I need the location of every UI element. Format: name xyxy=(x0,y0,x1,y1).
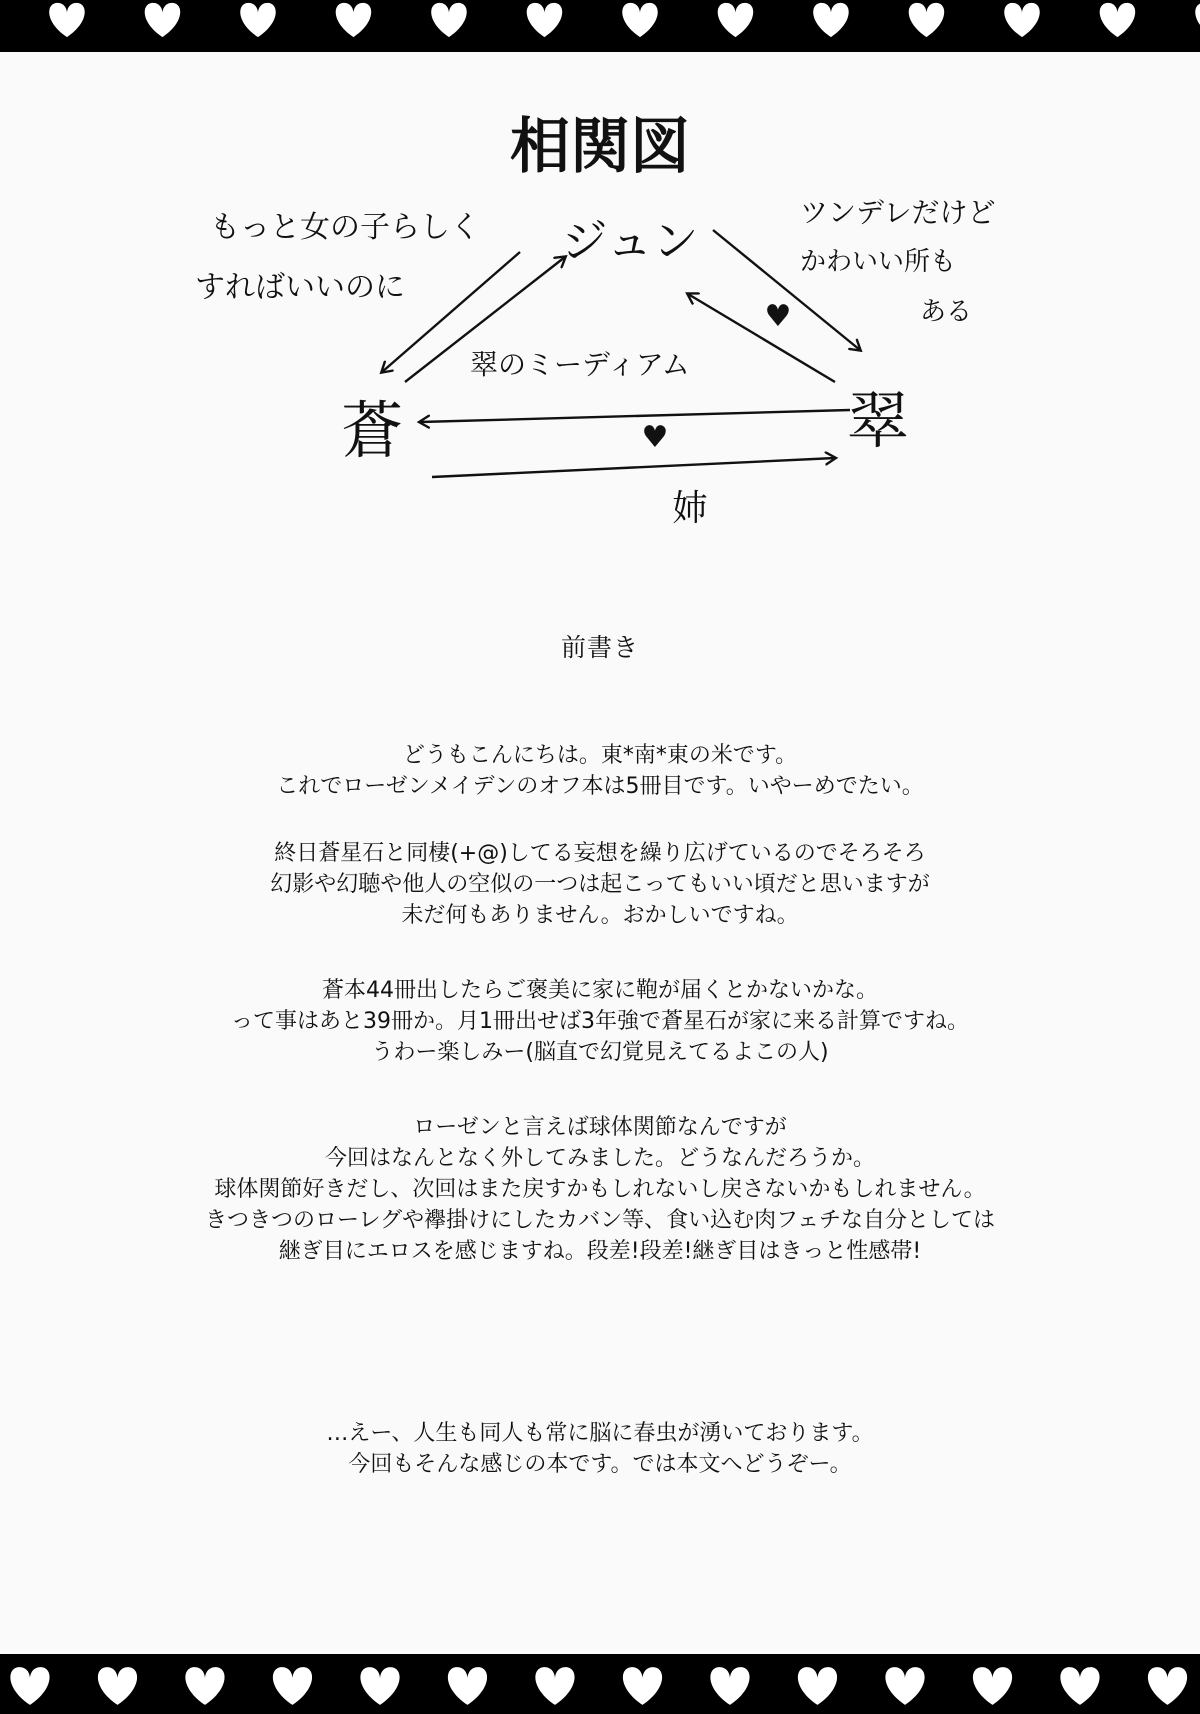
heart-icon xyxy=(49,3,84,37)
heart-icon: ♥ xyxy=(764,299,792,334)
label-left-top-line1: もっと女の子らしく xyxy=(210,210,480,245)
heart-icon xyxy=(240,3,275,37)
paragraph-line: 球体関節好きだし、次回はまた戻すかもしれないし戻さないかもしれません。 xyxy=(214,1177,986,1202)
heart-icon xyxy=(448,1667,487,1705)
node-sui: 翠 xyxy=(846,384,910,457)
heart-icon xyxy=(1060,1667,1099,1705)
label-sister: 姉 xyxy=(671,488,709,529)
heart-icon xyxy=(535,1667,574,1705)
label-medium: 翠のミーディアム xyxy=(470,348,690,381)
paragraph-line: 終日蒼星石と同棲(+@)してる妄想を繰り広げているのでそろそろ xyxy=(274,841,926,866)
paragraph-line: 幻影や幻聴や他人の空似の一つは起こってもいい頃だと思いますが xyxy=(270,872,930,897)
arrow-sui-to-jun xyxy=(688,294,835,382)
paragraph-line: 未だ何もありません。おかしいですね。 xyxy=(401,903,799,928)
paragraph-line: ローゼンと言えば球体関節なんですが xyxy=(413,1115,787,1140)
paragraph-line: 蒼本44冊出したらご褒美に家に鞄が届くとかないかな。 xyxy=(322,978,878,1003)
heart-icon xyxy=(973,1667,1012,1705)
heart-icon xyxy=(1195,3,1200,37)
heart-icon xyxy=(431,3,466,37)
heart-icon xyxy=(710,1667,749,1705)
paragraph-line: これでローゼンメイデンのオフ本は5冊目です。いやーめでたい。 xyxy=(276,774,924,799)
foreword-paragraph xyxy=(0,838,1200,931)
paragraph-line: …えー、人生も同人も常に脳に春虫が湧いております。 xyxy=(326,1421,874,1446)
heart-icon xyxy=(1148,1667,1187,1705)
foreword-paragraph xyxy=(0,975,1200,1068)
foreword-title: 前書き xyxy=(560,633,639,662)
arrow-sui-to-sou xyxy=(420,410,850,422)
heart-icon xyxy=(909,3,944,37)
paragraph-line: きつきつのローレグや襷掛けにしたカバン等、食い込む肉フェチな自分としては xyxy=(204,1208,996,1233)
heart-icon xyxy=(527,3,562,37)
heart-icon xyxy=(273,1667,312,1705)
bottom-heart-border xyxy=(0,1654,1200,1714)
heart-icon xyxy=(336,3,371,37)
heart-icon xyxy=(1004,3,1039,37)
heart-icon xyxy=(10,1667,49,1705)
paragraph-line: 今回はなんとなく外してみました。どうなんだろうか。 xyxy=(324,1146,875,1171)
heart-icon xyxy=(718,3,753,37)
heart-icon xyxy=(98,1667,137,1705)
top-heart-border xyxy=(0,0,1200,52)
paragraph-line: 今回もそんな感じの本です。では本文へどうぞー。 xyxy=(348,1452,852,1477)
paragraph-line: うわー楽しみー(脳直で幻覚見えてるよこの人) xyxy=(371,1040,829,1065)
bottom-heart-row xyxy=(0,1654,1200,1714)
foreword-paragraph xyxy=(0,1112,1200,1267)
heart-icon xyxy=(798,1667,837,1705)
node-jun: ジュン xyxy=(561,214,699,268)
heart-icon xyxy=(185,1667,224,1705)
heart-icon xyxy=(1100,3,1135,37)
relationship-diagram xyxy=(0,52,1200,572)
label-right-top-line3: ある xyxy=(920,297,973,327)
label-right-top-line1: ツンデレだけど xyxy=(800,196,996,229)
heart-icon xyxy=(360,1667,399,1705)
heart-icon xyxy=(813,3,848,37)
heart-icon xyxy=(622,3,657,37)
top-heart-row xyxy=(0,0,1200,52)
foreword-paragraph xyxy=(0,1418,1200,1480)
foreword-paragraph xyxy=(0,740,1200,802)
heart-icon xyxy=(885,1667,924,1705)
paragraph-line: って事はあと39冊か。月1冊出せば3年強で蒼星石が家に来る計算ですね。 xyxy=(231,1009,969,1034)
node-sou: 蒼 xyxy=(340,394,404,467)
label-left-top-line2: すればいいのに xyxy=(195,270,405,305)
label-right-top-line2: かわいい所も xyxy=(800,247,957,277)
paragraph-line: 継ぎ目にエロスを感じますね。段差!段差!継ぎ目はきっと性感帯! xyxy=(278,1239,922,1264)
heart-icon xyxy=(623,1667,662,1705)
arrow-sou-to-sui xyxy=(432,458,835,477)
heart-icon xyxy=(145,3,180,37)
diagram-title: 相関図 xyxy=(510,112,690,182)
paragraph-line: どうもこんにちは。東*南*東の米です。 xyxy=(402,743,798,768)
heart-icon: ♥ xyxy=(641,420,669,455)
